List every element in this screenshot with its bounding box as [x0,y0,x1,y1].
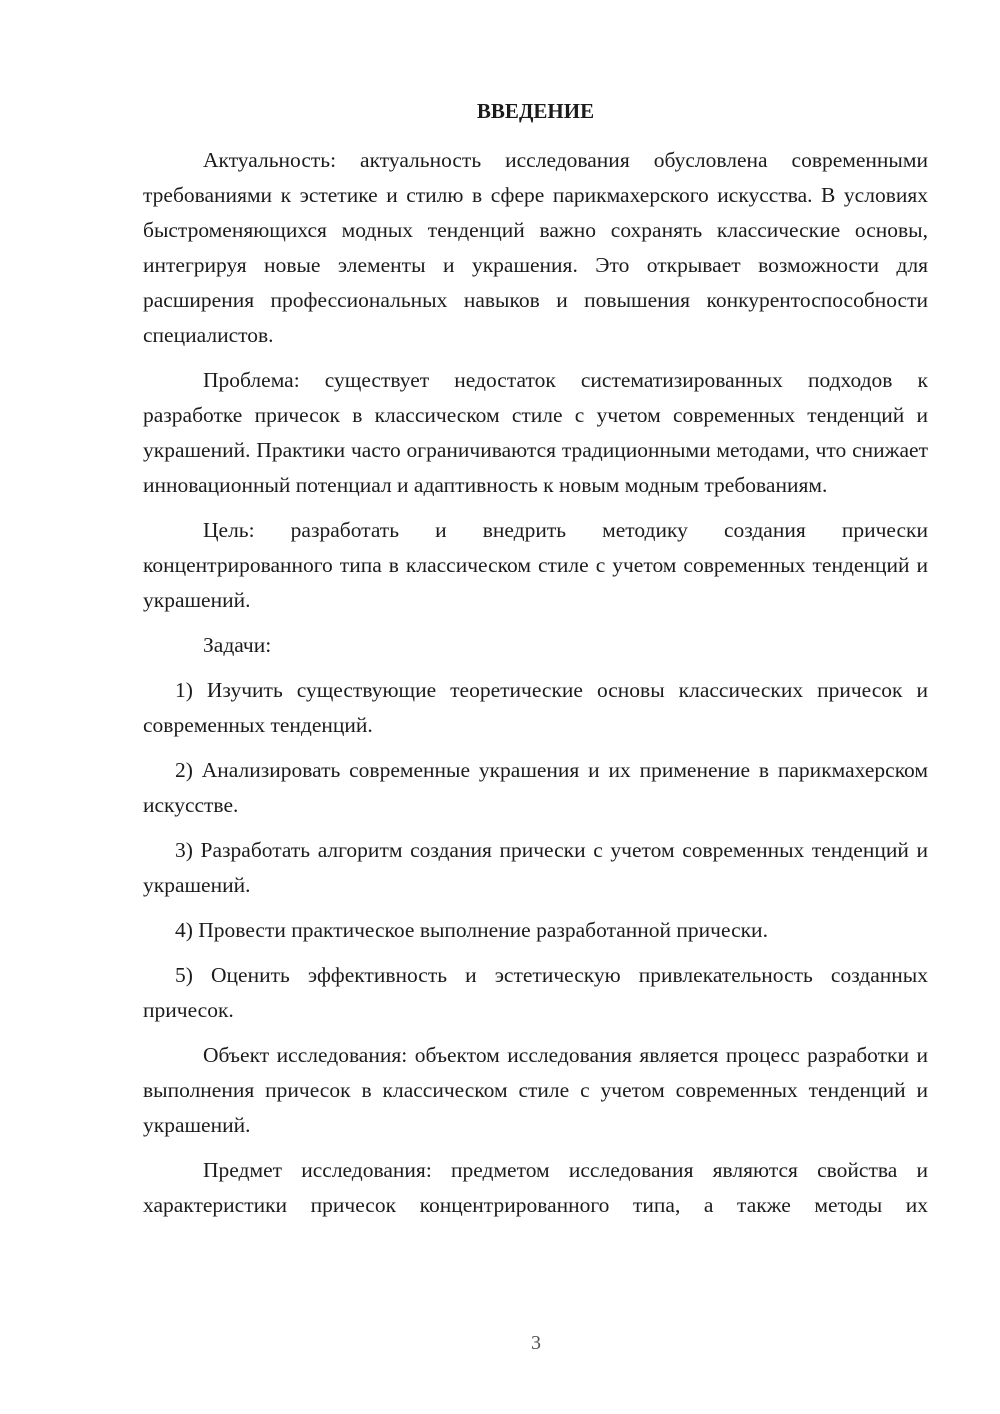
section-title: ВВЕДЕНИЕ [476,99,595,123]
task-item-5: 5) Оценить эффективность и эстетическую привлекательность созданных причесок. [143,963,928,1022]
paragraph-object: Объект исследования: объектом исследования является процесс разработки и выполнения причесок в классическом стиле с учетом современных тенденций и украшений. [143,1043,928,1137]
paragraph-goal: Цель: разработать и внедрить методику создания прически концентрированного типа в классическом стиле с учетом современных тенденций и украшений. [143,518,928,612]
page-number: 3 [531,1332,541,1354]
task-item-1: 1) Изучить существующие теоретические основы классических причесок и современных тенденций. [143,678,928,737]
paragraph-problem: Проблема: существует недостаток систематизированных подходов к разработке причесок в классическом стиле с учетом современных тенденций и украшений. Практики часто ограничиваются традиционными методами, что снижает инновационный потенциал и адаптивность к новым модным требованиям. [143,368,928,497]
tasks-heading: Задачи: [203,633,272,657]
page-content [143,94,928,1233]
task-item-4: 4) Провести практическое выполнение разработанной прически. [175,918,768,942]
paragraph-relevance: Актуальность: актуальность исследования обусловлена современными требованиями к эстетике и стилю в сфере парикмахерского искусства. В условиях быстроменяющихся модных тенденций важно сохранять классические основы, интегрируя новые элементы и украшения. Это открывает возможности для расширения профессиональных навыков и повышения конкурентоспособности специалистов. [143,148,928,347]
task-item-3: 3) Разработать алгоритм создания прически с учетом современных тенденций и украшений. [143,838,928,897]
paragraph-subject: Предмет исследования: предметом исследования являются свойства и характеристики причесок концентрированного типа, а также методы их [143,1158,928,1217]
task-item-2: 2) Анализировать современные украшения и их применение в парикмахерском искусстве. [143,758,928,817]
